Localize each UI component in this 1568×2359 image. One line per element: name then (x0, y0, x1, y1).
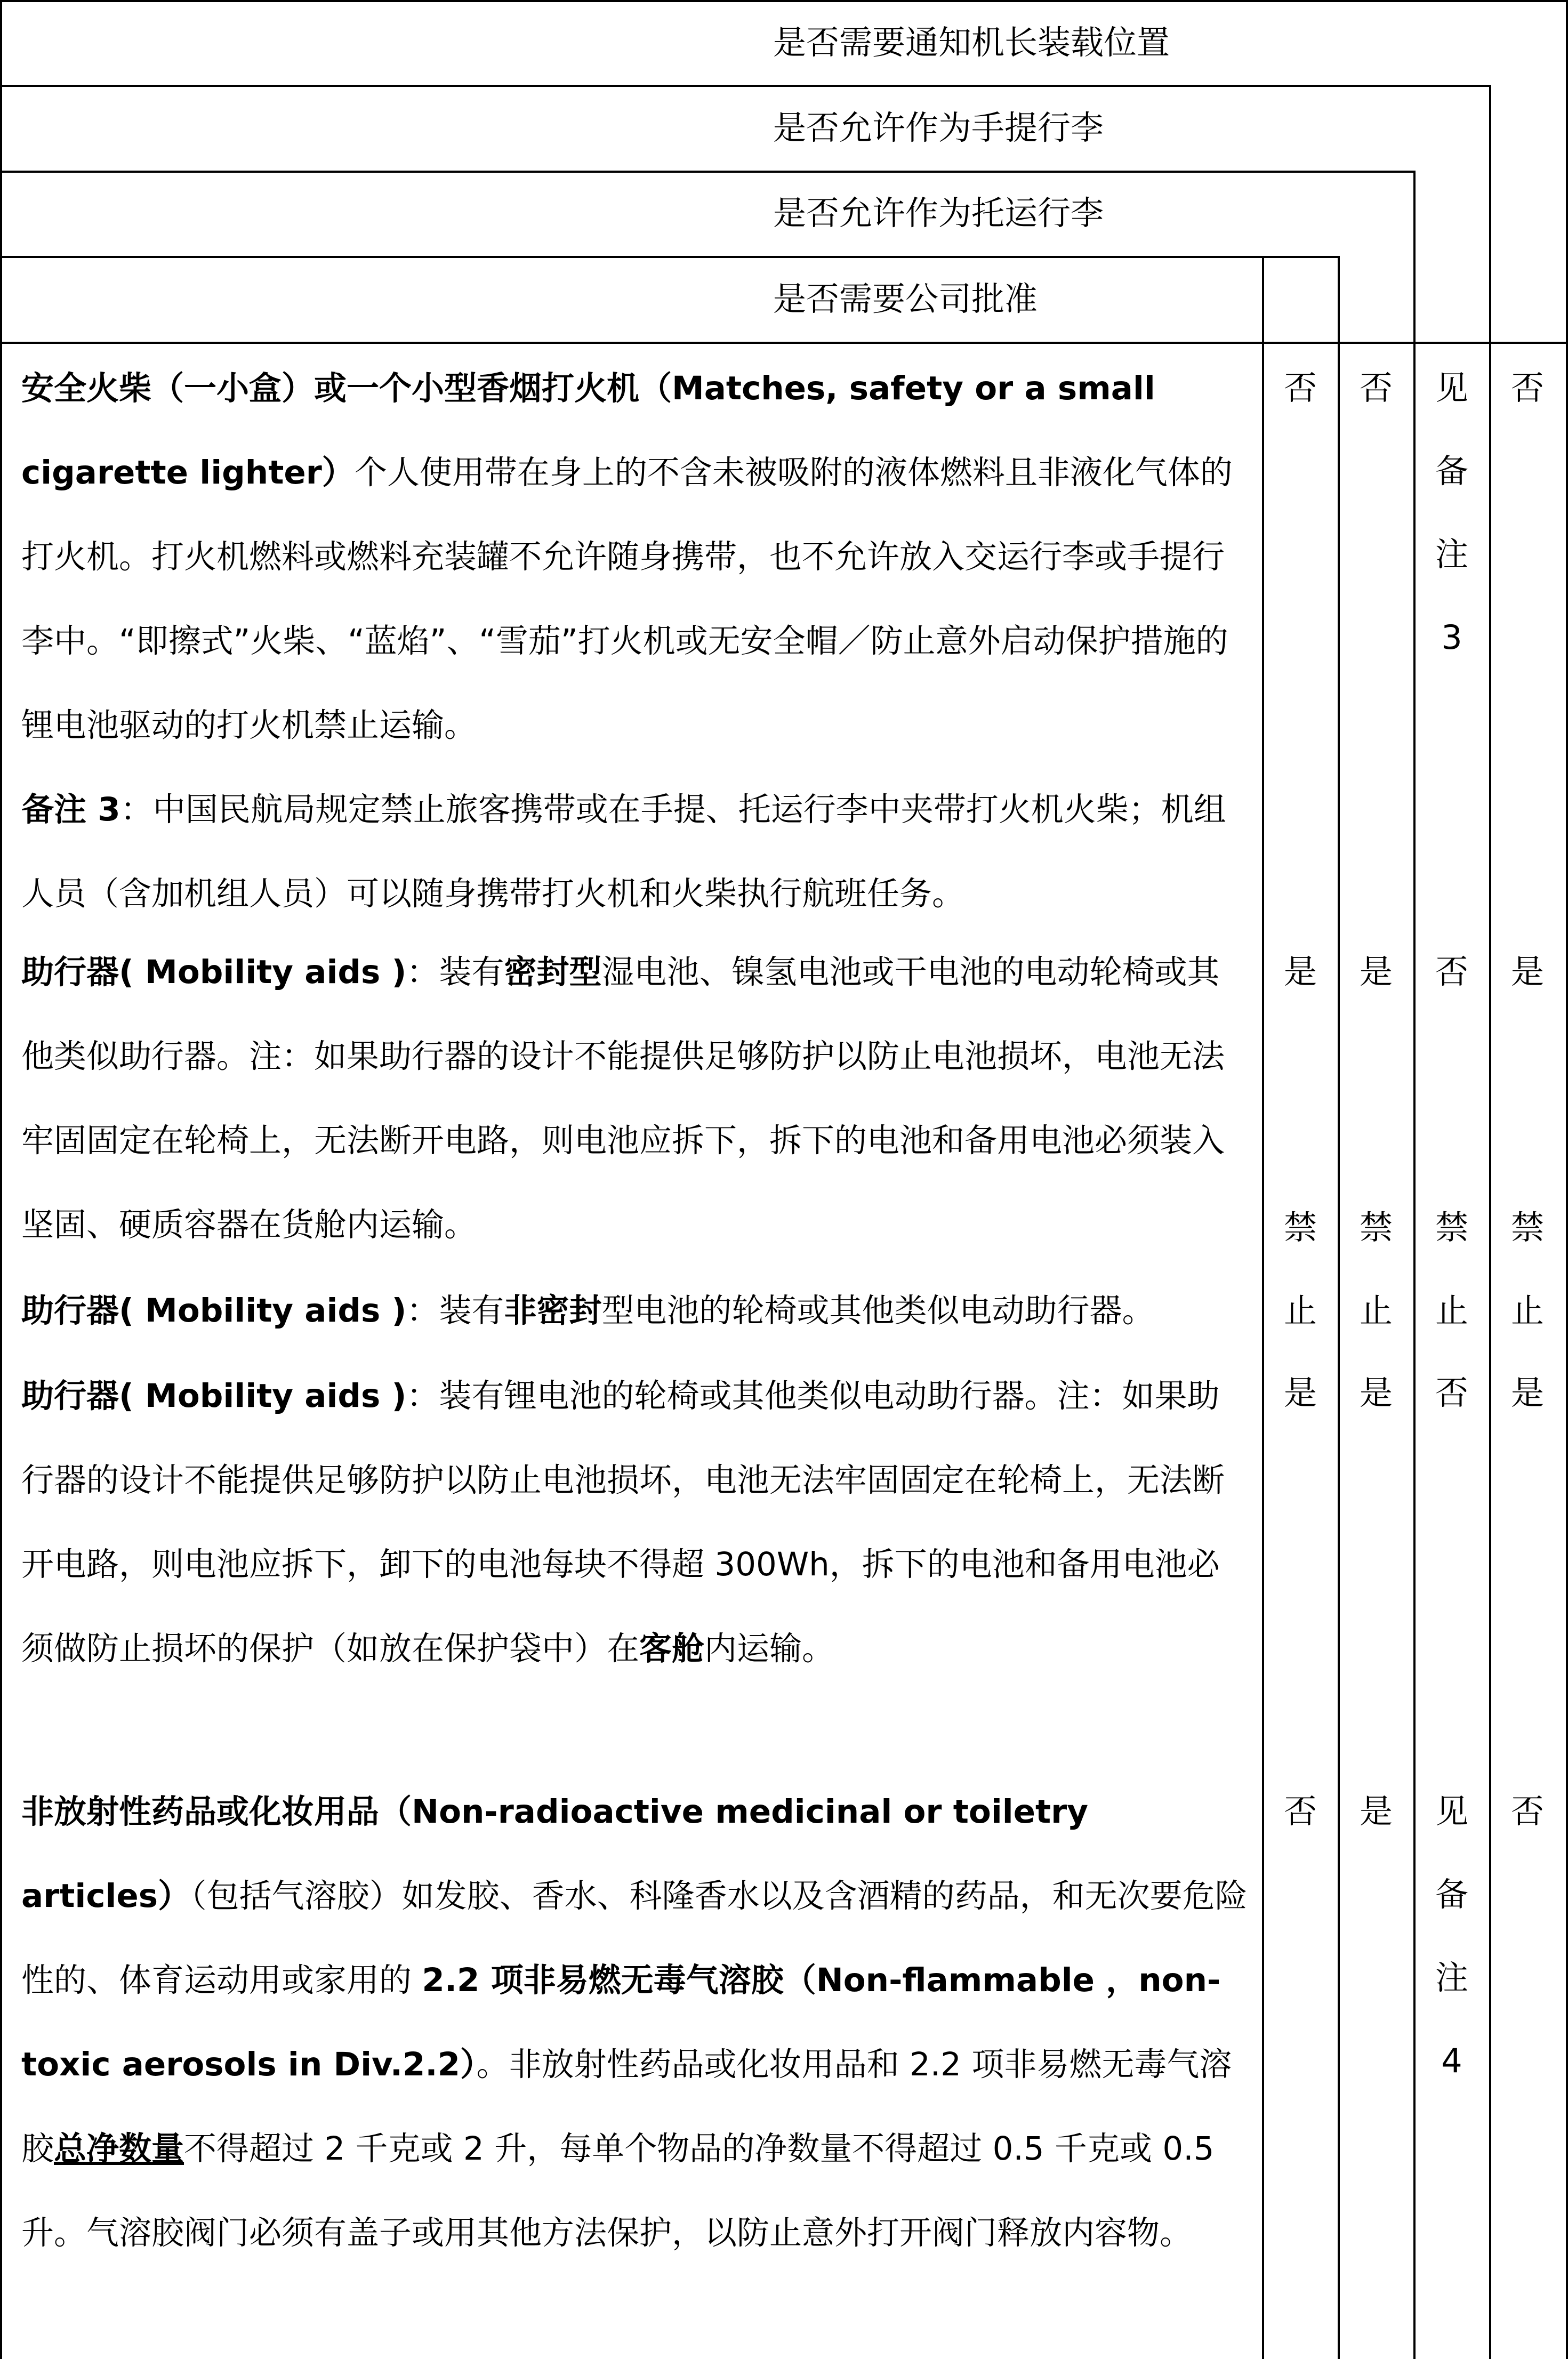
rule-header-3 (0, 256, 1340, 258)
row-mobility-nonsealed-text: 助行器( Mobility aids )：装有非密封型电池的轮椅或其他类似电动助行器。 (21, 1292, 1155, 1330)
matches-body: 个人使用带在身上的不含未被吸附的液体燃料且非液化气体的打火机。打火机燃料或燃料充装罐不允许随身携带，也不允许放入交运行李或手提行李中。“即擦式”火柴、“蓝焰”、“雪茄”打火机或无安全帽／防止意外启动保护措施的锂电池驱动的打火机禁止运输。 (21, 454, 1233, 744)
header-carry-on: 是否允许作为手提行李 (773, 108, 1104, 147)
matches-col2: 否 (1359, 368, 1393, 407)
mobility-lithium-label: 助行器( Mobility aids ) (21, 1377, 407, 1415)
rule-top (0, 0, 1568, 2)
header-notify-captain: 是否需要通知机长装载位置 (773, 23, 1170, 62)
rule-header-bottom (0, 342, 1568, 344)
mobility-sealed-col4: 是 (1510, 952, 1544, 991)
rule-right (1566, 0, 1568, 2359)
mobility-nonsealed-label: 助行器( Mobility aids ) (21, 1292, 407, 1330)
mobility-lithium-col4: 是 (1510, 1373, 1544, 1412)
note3-text: ：中国民航局规定禁止旅客携带或在手提、托运行李中夹带打火机火柴；机组人员（含加机组人员）可以随身携带打火机和火柴执行航班任务。 (21, 791, 1226, 913)
mobility-sealed-col3: 否 (1435, 952, 1468, 991)
medicinal-col2: 是 (1359, 1792, 1393, 1831)
matches-title-en: （Matches, safety or a small cigarette lighter） (21, 369, 1155, 492)
rule-header-2 (0, 171, 1416, 173)
medicinal-title-cn: 非放射性药品或化妆用品 (21, 1793, 380, 1831)
row-matches-text (21, 347, 1248, 936)
mobility-lithium-col2: 是 (1359, 1373, 1393, 1412)
medicinal-col4: 否 (1510, 1792, 1544, 1831)
mobility-nonsealed-col2: 禁 止 (1359, 1208, 1393, 1330)
rule-left (0, 0, 2, 2359)
matches-title-cn: 安全火柴（一小盒）或一个小型香烟打火机 (21, 369, 640, 407)
mobility-lithium-col1: 是 (1283, 1373, 1317, 1412)
note3-label: 备注 3 (21, 791, 120, 828)
header-approval: 是否需要公司批准 (773, 279, 1038, 318)
row-mobility-sealed-text: 助行器( Mobility aids )：装有密封型湿电池、镍氢电池或干电池的电动轮椅或其他类似助行器。注：如果助行器的设计不能提供足够防护以防止电池损坏，电池无法牢固固定在轮椅上，无法断开电路，则电池应拆下，拆下的电池和备用电池必须装入坚固、硬质容器在货舱内运输。 (21, 953, 1225, 1244)
matches-col3: 见 备 注 3 (1435, 368, 1468, 657)
medicinal-title-en: （Non-radioactive medicinal or toiletry articles） (21, 1793, 1089, 1915)
medicinal-col3: 见 备 注 4 (1435, 1792, 1468, 2080)
matches-col4: 否 (1510, 368, 1544, 407)
mobility-nonsealed-col4: 禁 止 (1510, 1208, 1544, 1330)
mobility-sealed-col2: 是 (1359, 952, 1393, 991)
mobility-nonsealed-col3: 禁 止 (1435, 1208, 1468, 1330)
row-medicinal-text: 非放射性药品或化妆用品（Non-radioactive medicinal or toiletry articles）（包括气溶胶）如发胶、香水、科隆香水以及含酒精的药品，和无次要危险性的、体育运动用或家用的 2.2 项非易燃无毒气溶胶（Non-flammable ，non-toxic aerosols in Div.2.2）。非放射性药品或化妆用品和 2.2 项非易燃无毒气溶胶总净数量不得超过 2 千克或 2 升，每单个物品的净数量不得超过 0.5 千克或 0.5 升。气溶胶阀门必须有盖子或用其他方法保护，以防止意外打开阀门释放内容物。 (21, 1793, 1248, 2252)
mobility-sealed-col1: 是 (1283, 952, 1317, 991)
mobility-lithium-col3: 否 (1435, 1373, 1468, 1412)
mobility-sealed-label: 助行器( Mobility aids ) (21, 953, 407, 991)
header-checked: 是否允许作为托运行李 (773, 194, 1104, 232)
row-mobility-lithium-text: 助行器( Mobility aids )：装有锂电池的轮椅或其他类似电动助行器。注：如果助行器的设计不能提供足够防护以防止电池损坏，电池无法牢固固定在轮椅上，无法断开电路，则电池应拆下，卸下的电池每块不得超 300Wh，拆下的电池和备用电池必须做防止损坏的保护（如放在保护袋中）在客舱内运输。 (21, 1377, 1225, 1668)
matches-col1: 否 (1283, 368, 1317, 407)
rule-header-1 (0, 85, 1491, 87)
medicinal-col1: 否 (1283, 1792, 1317, 1831)
mobility-nonsealed-col1: 禁 止 (1283, 1208, 1317, 1330)
